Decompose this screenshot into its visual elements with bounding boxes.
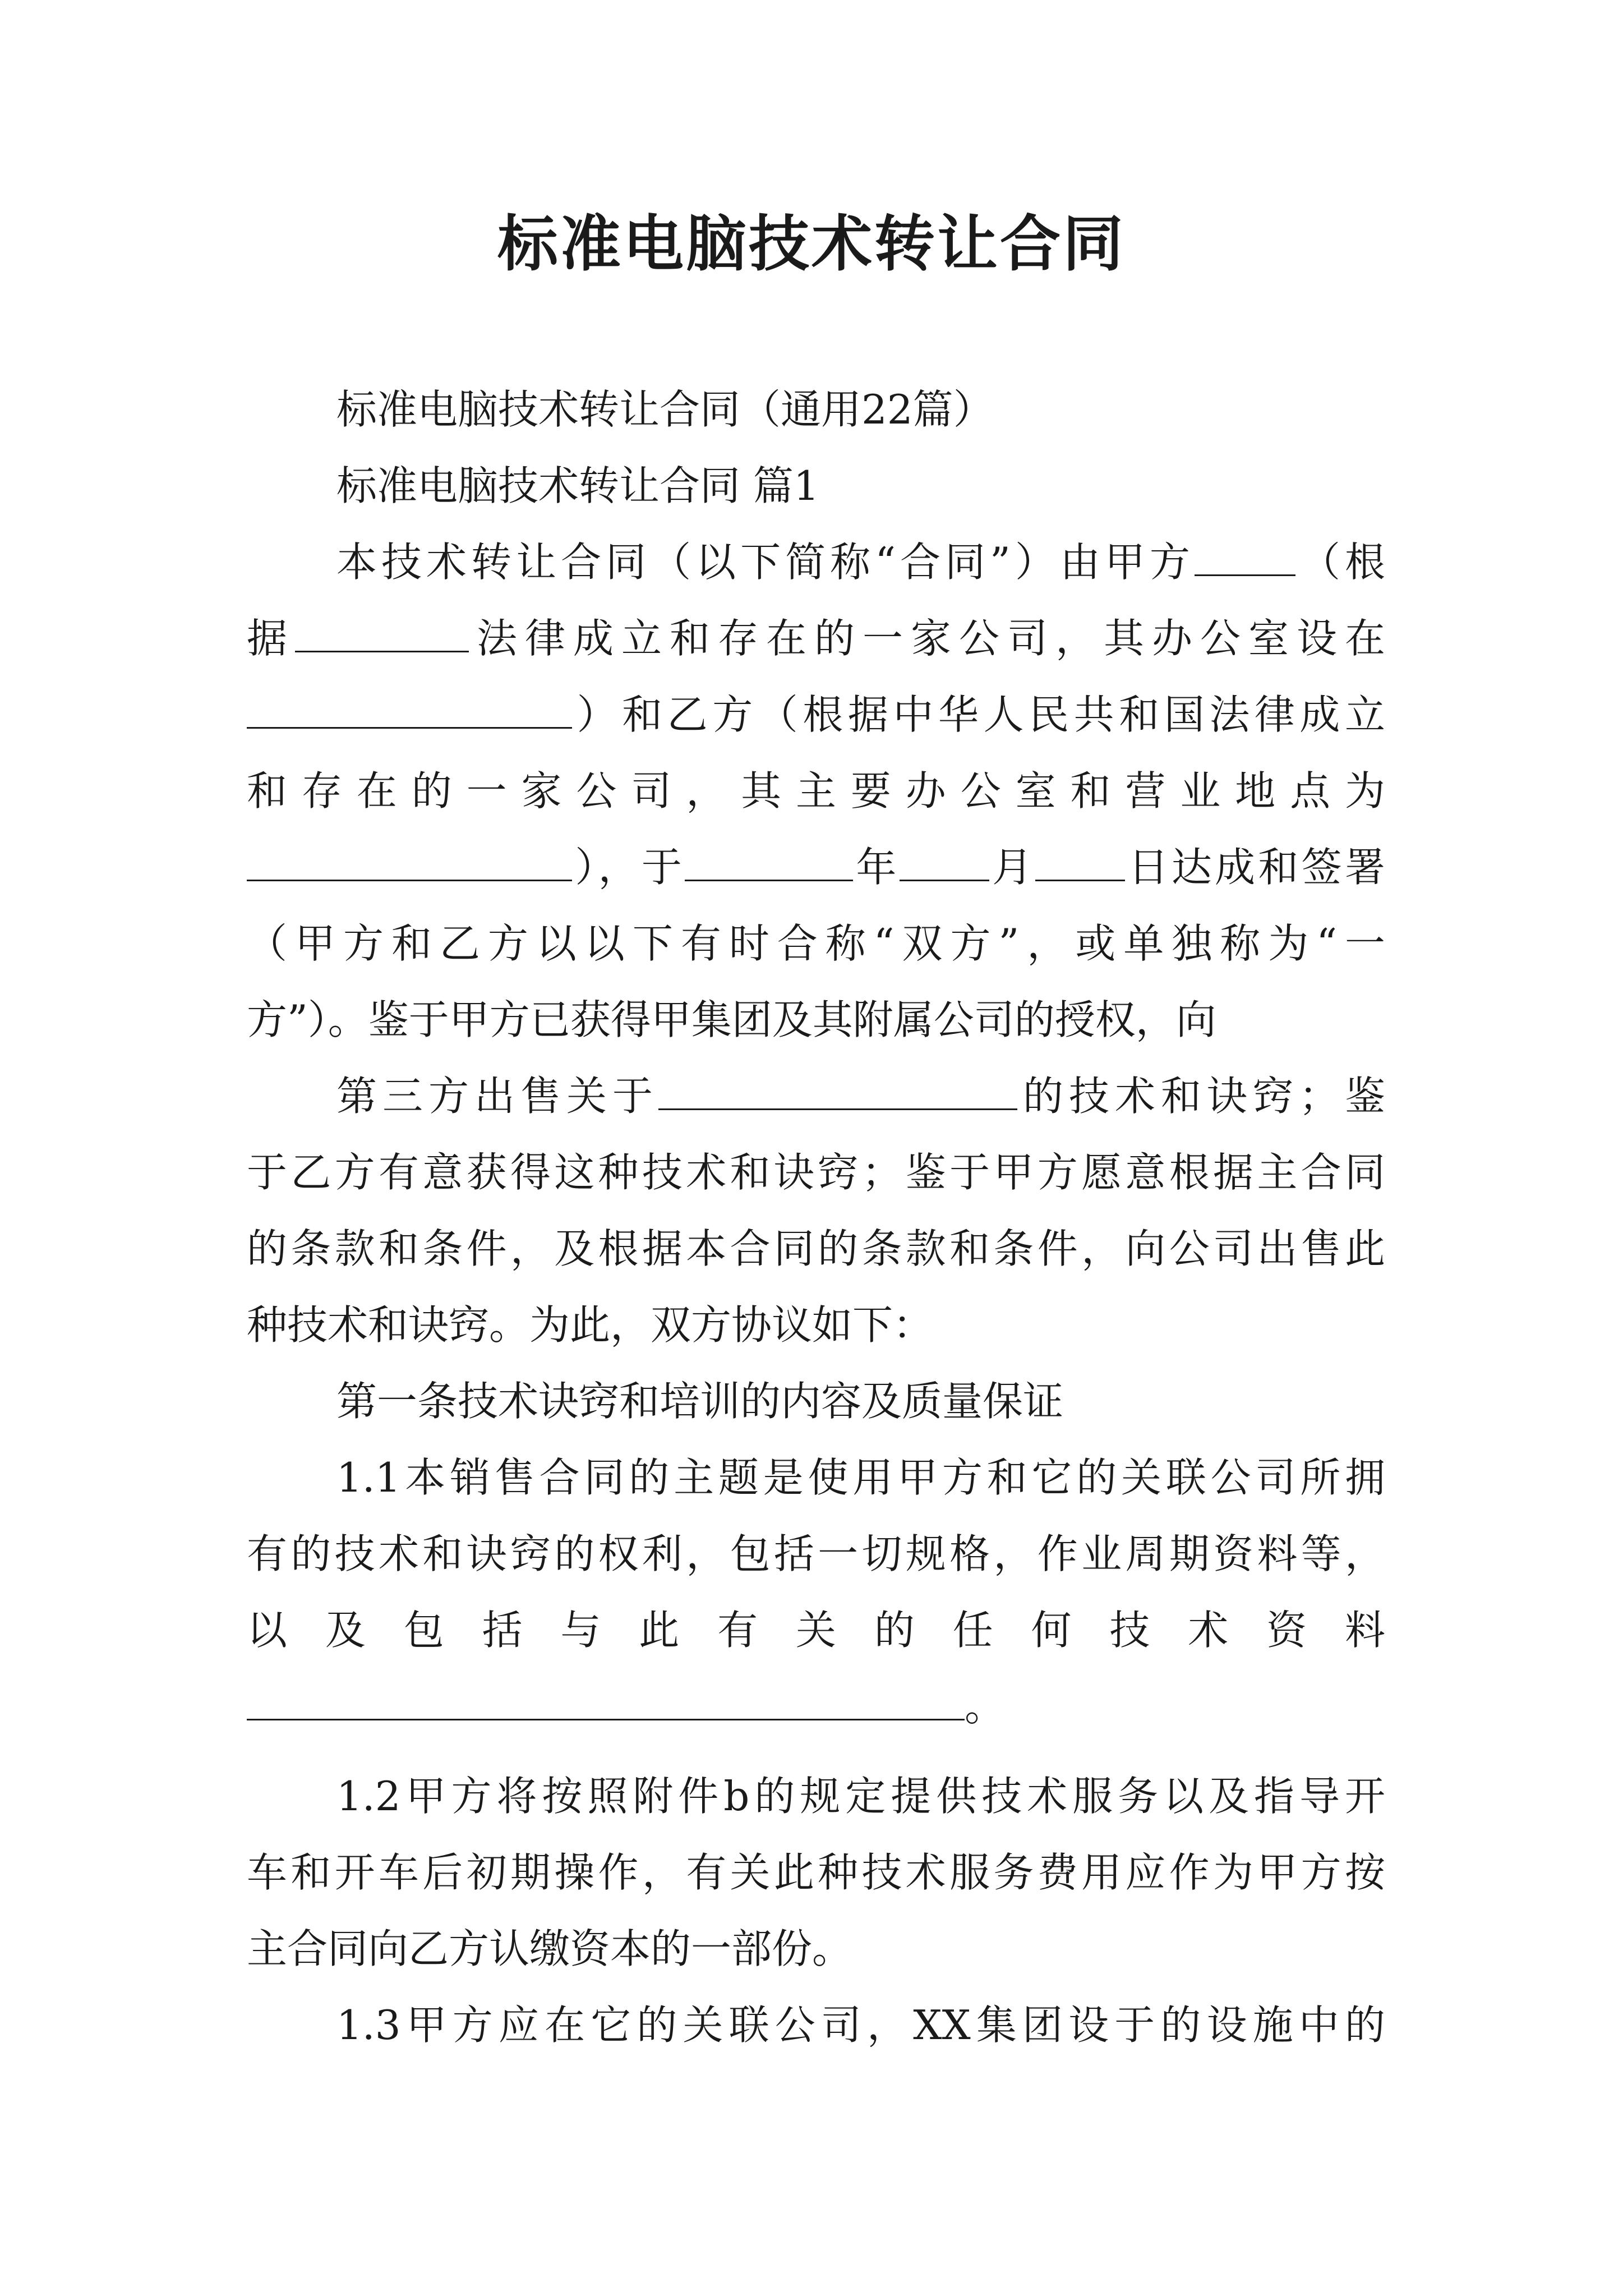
paragraph-line: 本技术转让合同（以下简称“合同”）由甲方 （根: [336, 539, 1385, 586]
fill-blank: [1195, 541, 1295, 576]
paragraph-line: 车和开车后初期操作，有关此种技术服务费用应作为甲方按: [247, 1849, 1385, 1896]
paragraph-line: ），于 年 月 日达成和签署: [247, 829, 1385, 905]
document-title: 标准电脑技术转让合同: [497, 209, 1126, 279]
paragraph-line: 主合同向乙方认缴资本的一部份。: [247, 1925, 853, 1972]
paragraph-line: ）和乙方（根据中华人民共和国法律成立: [247, 677, 1385, 753]
paragraph-line: （甲方和乙方以以下有时合称“双方”，或单独称为“一: [247, 920, 1385, 967]
paragraph-line: 1.1本销售合同的主题是使用甲方和它的关联公司所拥: [336, 1454, 1385, 1501]
paragraph-line: 1.3甲方应在它的关联公司，XX集团设于的设施中的: [336, 2001, 1385, 2049]
fill-blank: [685, 846, 853, 881]
paragraph-line: 和存在的一家公司，其主要办公室和营业地点为: [247, 767, 1385, 815]
paragraph-line: 方”）。鉴于甲方已获得甲集团及其附属公司的授权，向: [247, 996, 1216, 1043]
paragraph-line: 种技术和诀窍。为此，双方协议如下：: [247, 1301, 934, 1349]
subtitle-line: 标准电脑技术转让合同（通用22篇）: [336, 386, 994, 433]
fill-blank: [247, 846, 572, 881]
document-body: [247, 371, 1385, 2063]
paragraph-line: 以及包括与此有关的任何技术资料: [247, 1607, 1385, 1654]
paragraph-line: 1.2甲方将按照附件b的规定提供技术服务以及指导开: [336, 1773, 1385, 1820]
fill-blank: [900, 846, 989, 881]
paragraph-line: 于乙方有意获得这种技术和诀窍；鉴于甲方愿意根据主合同: [247, 1149, 1385, 1196]
fill-blank: [247, 693, 572, 729]
section-heading: 第一条技术诀窍和培训的内容及质量保证: [336, 1378, 1064, 1425]
fill-blank: [658, 1075, 1017, 1110]
chapter-heading: 标准电脑技术转让合同 篇1: [336, 462, 819, 509]
paragraph-line: 的条款和条件，及根据本合同的条款和条件，向公司出售此: [247, 1225, 1385, 1272]
fill-blank: [247, 1685, 965, 1720]
fill-blank: [1035, 846, 1125, 881]
fill-blank: [295, 617, 469, 652]
paragraph-gap: [247, 1745, 1385, 1758]
paragraph-line: 据 法律成立和存在的一家公司，其办公室设在: [247, 615, 1385, 662]
paragraph-line: 。: [247, 1668, 1385, 1745]
paragraph-line: 有的技术和诀窍的权利，包括一切规格，作业周期资料等，: [247, 1530, 1385, 1577]
paragraph-line: 第三方出售关于 的技术和诀窍；鉴: [336, 1073, 1385, 1120]
